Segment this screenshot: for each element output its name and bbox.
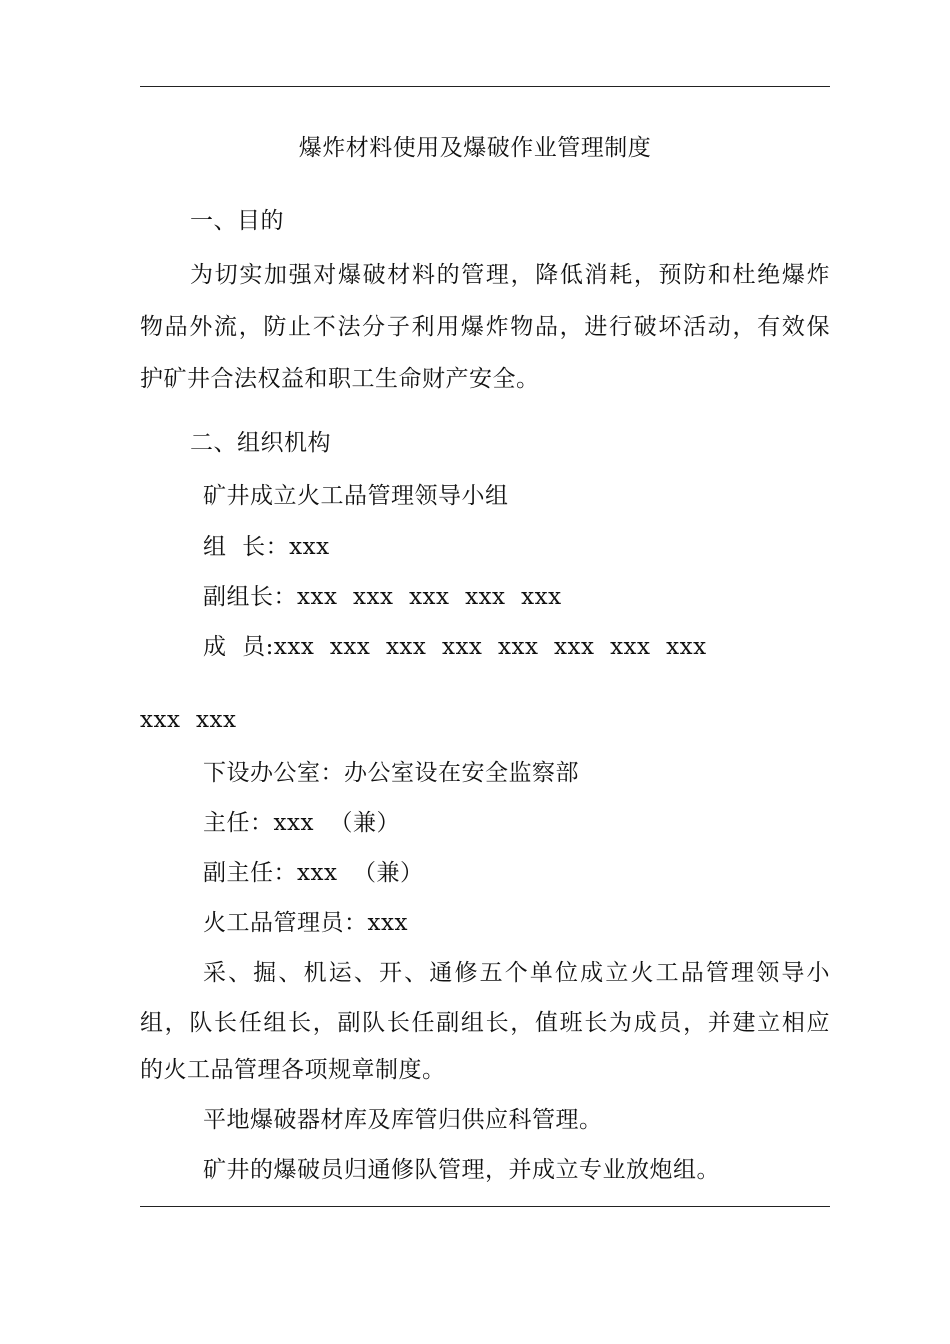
org-line-administrator: 火工品管理员：xxx (203, 910, 408, 936)
org-line-deputy-director: 副主任：xxx （兼） (203, 860, 424, 886)
units-paragraph-line: 组，队长任组长，副队长任副组长，值班长为成员，并建立相应 (140, 1010, 830, 1036)
org-line-office: 下设办公室：办公室设在安全监察部 (203, 760, 579, 786)
closing-line: 矿井的爆破员归通修队管理，并成立专业放炮组。 (203, 1157, 720, 1183)
units-paragraph-line: 采、掘、机运、开、通修五个单位成立火工品管理领导小 (203, 960, 830, 986)
org-line-leader: 组 长：xxx (203, 534, 330, 560)
section-heading-purpose: 一、目的 (190, 208, 284, 234)
org-line-members: 成 员:xxx xxx xxx xxx xxx xxx xxx xxx (203, 634, 707, 660)
units-paragraph-line: 的火工品管理各项规章制度。 (140, 1057, 446, 1083)
document-title: 爆炸材料使用及爆破作业管理制度 (298, 135, 652, 161)
footer-rule (140, 1206, 830, 1207)
purpose-paragraph-line: 护矿井合法权益和职工生命财产安全。 (140, 366, 540, 392)
purpose-paragraph-line: 物品外流，防止不法分子利用爆炸物品，进行破坏活动，有效保 (140, 314, 830, 340)
closing-line: 平地爆破器材库及库管归供应科管理。 (203, 1107, 603, 1133)
org-line-director: 主任：xxx （兼） (203, 810, 401, 836)
org-line: 矿井成立火工品管理领导小组 (203, 483, 509, 509)
section-heading-organization: 二、组织机构 (190, 430, 331, 456)
org-line-deputy-leader: 副组长：xxx xxx xxx xxx xxx (203, 584, 562, 610)
purpose-paragraph-line: 为切实加强对爆破材料的管理，降低消耗，预防和杜绝爆炸 (190, 262, 830, 288)
org-line-members-continued: xxx xxx (140, 707, 237, 733)
header-rule (140, 86, 830, 87)
